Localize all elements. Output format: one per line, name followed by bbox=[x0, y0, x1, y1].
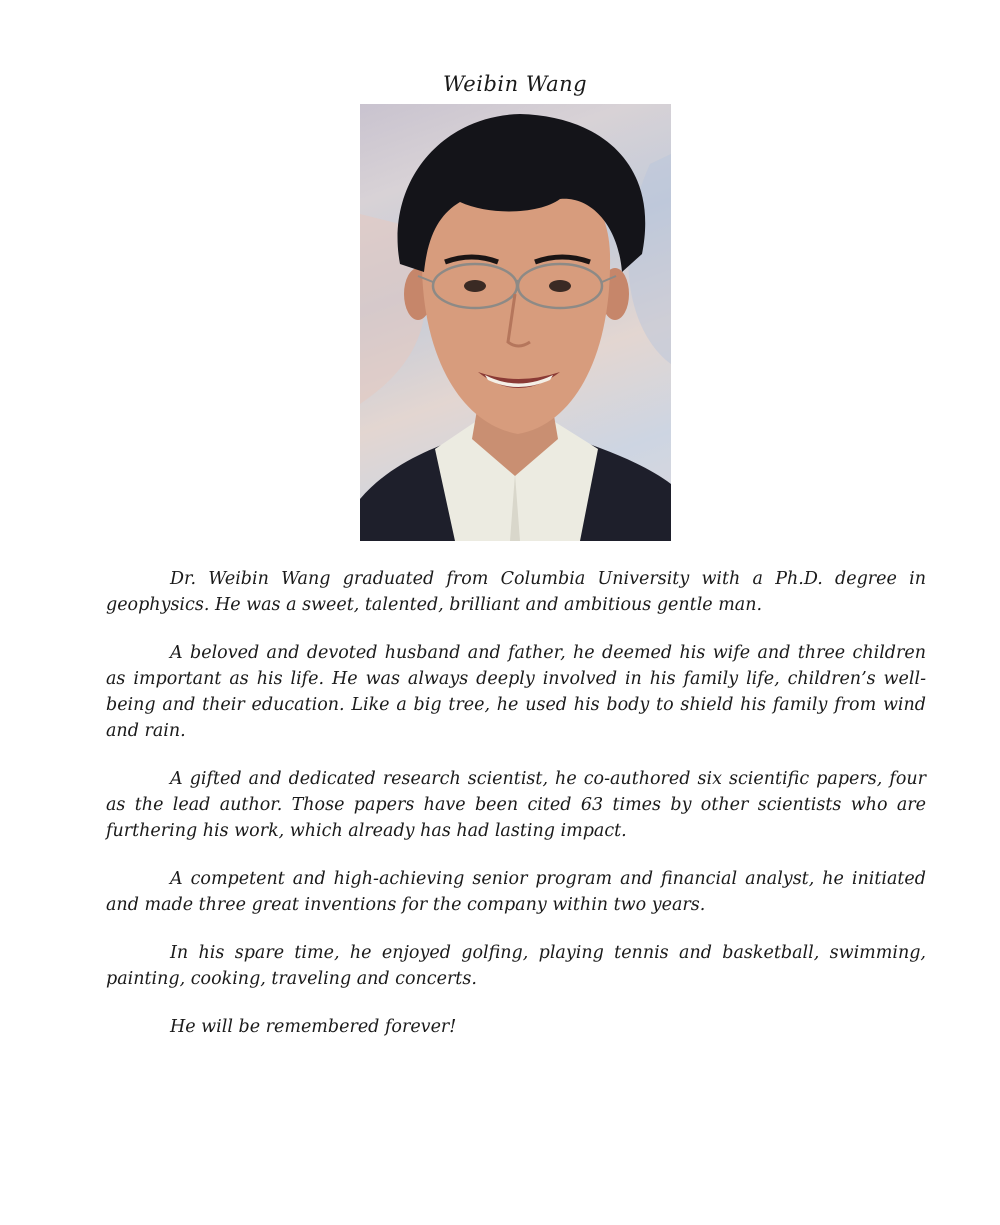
paragraph-closing: He will be remembered forever! bbox=[170, 1017, 457, 1037]
paragraph-education: Dr. Weibin Wang graduated from Columbia University with a Ph.D. degree in geophysics. He was a sweet, talented, brilliant and ambitious gentle man. bbox=[106, 569, 926, 615]
paragraph-family: A beloved and devoted husband and father, he deemed his wife and three children as important as his life. He was always deeply involved in his family life, children’s well-being and their education. Like a big tree, he used his body to shield his family from wind and rain. bbox=[106, 643, 926, 741]
paragraph-career: A competent and high-achieving senior program and financial analyst, he initiated and made three great inventions for the company within two years. bbox=[106, 869, 926, 915]
paragraph-hobbies: In his spare time, he enjoyed golfing, playing tennis and basketball, swimming, painting, cooking, traveling and concerts. bbox=[106, 943, 926, 989]
paragraph-research: A gifted and dedicated research scientist, he co-authored six scientific papers, four as the lead author. Those papers have been cited 63 times by other scientists who are furthering his work, which already has had lasting impact. bbox=[106, 769, 926, 841]
memorial-text bbox=[106, 566, 926, 1062]
portrait-photo bbox=[360, 104, 671, 541]
portrait-illustration bbox=[360, 104, 671, 541]
page-title: Weibin Wang bbox=[442, 72, 588, 96]
